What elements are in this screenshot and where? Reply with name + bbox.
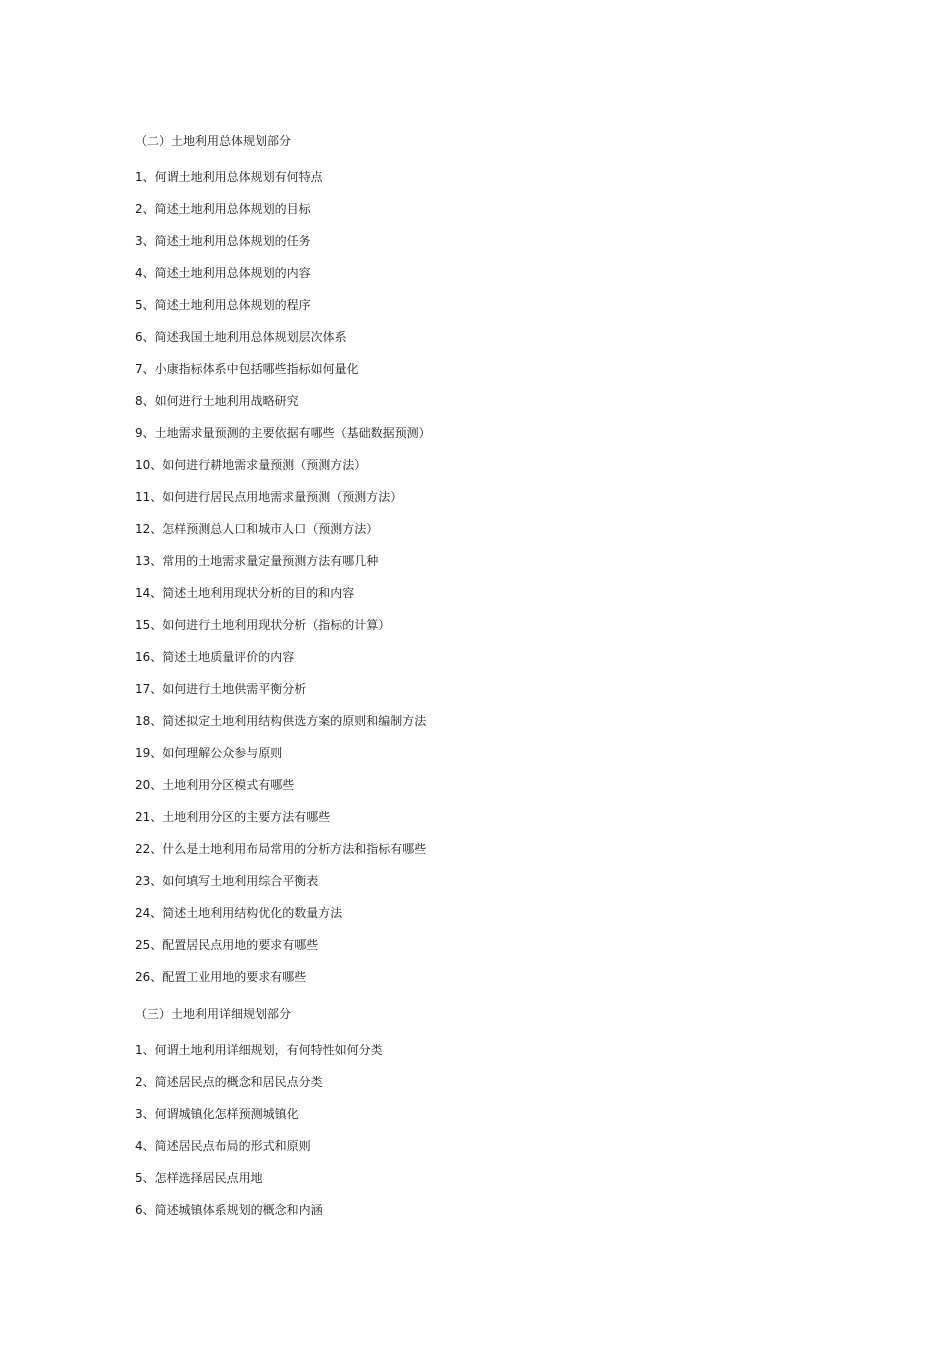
list-item: 2、简述土地利用总体规划的目标	[135, 202, 311, 216]
list-item: 4、简述土地利用总体规划的内容	[135, 266, 311, 280]
list-item: 2、简述居民点的概念和居民点分类	[135, 1075, 323, 1089]
list-item: 9、土地需求量预测的主要依据有哪些（基础数据预测）	[135, 426, 431, 440]
list-item: 6、简述我国土地利用总体规划层次体系	[135, 330, 347, 344]
list-item: 25、配置居民点用地的要求有哪些	[135, 938, 319, 952]
list-item: 12、怎样预测总人口和城市人口（预测方法）	[135, 522, 379, 536]
list-item: 11、如何进行居民点用地需求量预测（预测方法）	[135, 490, 403, 504]
list-item: 21、土地利用分区的主要方法有哪些	[135, 810, 331, 824]
section-2-heading: （二）土地利用总体规划部分	[135, 134, 292, 148]
list-item: 5、简述土地利用总体规划的程序	[135, 298, 311, 312]
list-item: 1、何谓土地利用详细规划，有何特性如何分类	[135, 1043, 383, 1057]
list-item: 18、简述拟定土地利用结构供选方案的原则和编制方法	[135, 714, 427, 728]
list-item: 13、常用的土地需求量定量预测方法有哪几种	[135, 554, 379, 568]
list-item: 8、如何进行土地利用战略研究	[135, 394, 299, 408]
list-item: 24、简述土地利用结构优化的数量方法	[135, 906, 343, 920]
list-item: 1、何谓土地利用总体规划有何特点	[135, 170, 323, 184]
section-3-heading: （三）土地利用详细规划部分	[135, 1007, 292, 1021]
list-item: 20、土地利用分区模式有哪些	[135, 778, 295, 792]
list-item: 3、何谓城镇化怎样预测城镇化	[135, 1107, 299, 1121]
list-item: 14、简述土地利用现状分析的目的和内容	[135, 586, 355, 600]
list-item: 4、简述居民点布局的形式和原则	[135, 1139, 311, 1153]
list-item: 17、如何进行土地供需平衡分析	[135, 682, 307, 696]
list-item: 5、怎样选择居民点用地	[135, 1171, 263, 1185]
list-item: 19、如何理解公众参与原则	[135, 746, 283, 760]
list-item: 23、如何填写土地利用综合平衡表	[135, 874, 319, 888]
list-item: 10、如何进行耕地需求量预测（预测方法）	[135, 458, 367, 472]
list-item: 6、简述城镇体系规划的概念和内涵	[135, 1203, 323, 1217]
list-item: 3、简述土地利用总体规划的任务	[135, 234, 311, 248]
list-item: 16、简述土地质量评价的内容	[135, 650, 295, 664]
list-item: 22、什么是土地利用布局常用的分析方法和指标有哪些	[135, 842, 427, 856]
list-item: 26、配置工业用地的要求有哪些	[135, 970, 307, 984]
list-item: 15、如何进行土地利用现状分析（指标的计算）	[135, 618, 391, 632]
list-item: 7、小康指标体系中包括哪些指标如何量化	[135, 362, 359, 376]
